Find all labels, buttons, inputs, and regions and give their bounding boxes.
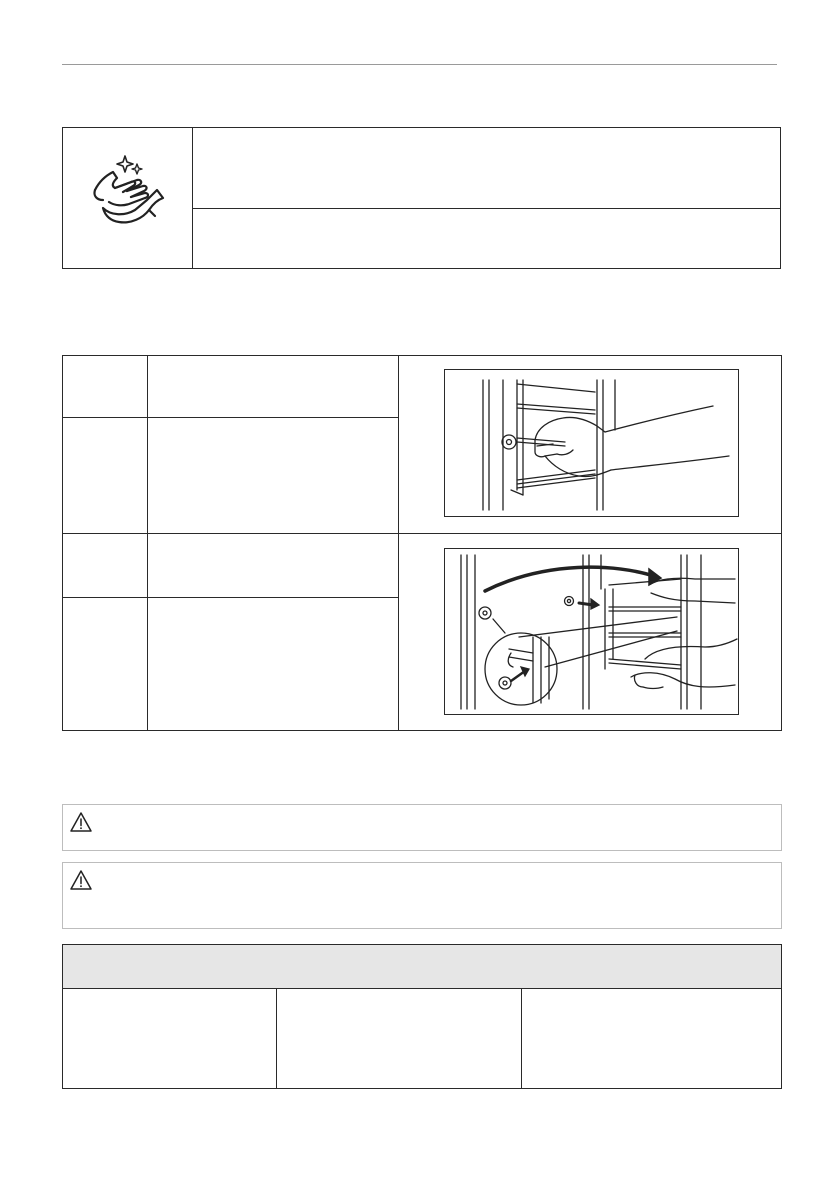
- warning-triangle-icon: [69, 869, 93, 891]
- hand-cleaning-sparkle-icon: [85, 150, 175, 230]
- care-table: [62, 127, 781, 269]
- bottom-table-col-divider-1: [276, 989, 277, 1088]
- rack-removal-hand-pulling-figure: [444, 369, 739, 517]
- warning-triangle-icon: [69, 811, 93, 833]
- header-rule: [62, 64, 777, 65]
- steps-row-divider-3: [63, 597, 399, 598]
- steps-row-divider-1: [63, 417, 399, 418]
- bottom-table-col-divider-2: [521, 989, 522, 1088]
- bottom-table-header: [63, 945, 781, 989]
- rack-reinstall-arrows-figure: [444, 548, 739, 715]
- steps-col-divider-2: [398, 356, 399, 730]
- care-row-1: [193, 128, 780, 209]
- care-row-2: [193, 209, 780, 268]
- warning-box-2: [62, 862, 782, 929]
- bottom-table: [62, 944, 782, 1089]
- care-icon-cell: [63, 128, 193, 268]
- steps-col-divider-1: [147, 356, 148, 730]
- warning-box-1: [62, 804, 782, 851]
- steps-table: [62, 355, 782, 731]
- steps-row-divider-2: [63, 533, 781, 534]
